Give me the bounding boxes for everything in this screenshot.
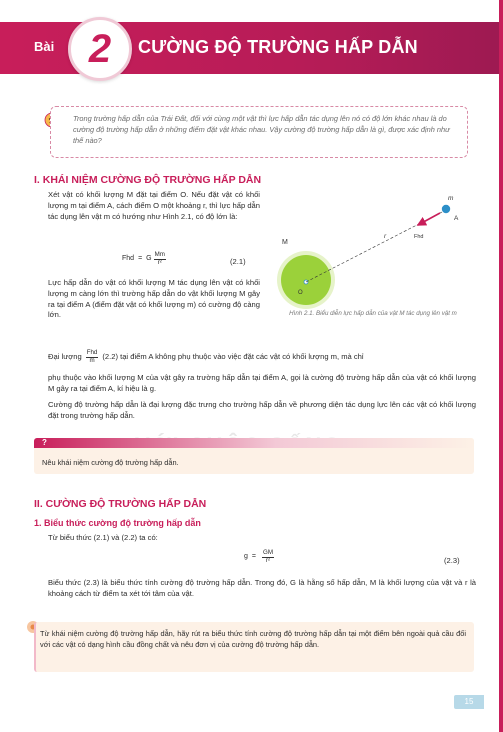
section-2-paragraph-1: Từ biểu thức (2.1) và (2.2) ta có: <box>48 533 158 542</box>
equation-number-2-1: (2.1) <box>230 257 246 266</box>
formula-2-3-numerator: GM <box>263 549 273 556</box>
section-2-title: II. CƯỜNG ĐỘ TRƯỜNG HẤP DẪN <box>34 498 207 510</box>
p3-fraction-numerator: Fhd <box>86 349 98 356</box>
chapter-title: CƯỜNG ĐỘ TRƯỜNG HẤP DẪN <box>138 37 418 57</box>
lesson-label: Bài <box>34 39 55 54</box>
figure-caption: Hình 2.1. Biểu diễn lực hấp dẫn của vật M tác dụng lên vật m <box>289 310 457 317</box>
page-number: 15 <box>454 695 484 709</box>
formula-constant: G <box>146 255 152 263</box>
activity-text: Từ khái niệm cường độ trường hấp dẫn, hãy rút ra biểu thức tính cường độ trường hấp dẫn tại một điểm bên ngoài quả cầu đối với các vật có dạng hình cầu đồng chất và nêu đơn vị của cường độ trường hấp dẫn. <box>40 629 466 650</box>
p3-suffix: (2.2) tại điểm A không phụ thuộc vào việc đặt các vật có khối lượng m, mà chỉ <box>102 351 364 361</box>
mass-m <box>442 205 450 213</box>
formula-2-3-fraction <box>262 550 274 565</box>
formula-denominator: r² <box>157 258 162 266</box>
label-M: M <box>282 239 288 246</box>
section-1-paragraph-2: Lực hấp dẫn do vật có khối lượng M tác dụng lên vật có khối lượng m càng lớn thì trường hấp dẫn do vật khối lượng M gây ra tại điểm A (điểm đặt vật có khối lượng m) có cường độ càng lớn. <box>48 278 260 320</box>
question-box-header <box>34 438 474 448</box>
formula-numerator: Mm <box>154 251 165 258</box>
label-A: A <box>454 215 459 222</box>
section-2-subtitle: 1. Biểu thức cường độ trường hấp dẫn <box>34 518 201 528</box>
equals-sign: = <box>251 553 256 561</box>
label-force: Fhd <box>414 234 424 240</box>
section-1-paragraph-4: Cường độ trường hấp dẫn là đại lượng đặc trưng cho trường hấp dẫn về phương diện tác dụng lực lên các vật có khối lượng đặt trong trường hấp dẫn. <box>48 400 476 420</box>
intro-text: Trong trường hấp dẫn của Trái Đất, đối với cùng một vật thì lực hấp dẫn tác dụng lên nó có độ lớn khác nhau là do cường độ trường hấp dẫn ở những điểm đặt vật khác nhau. Vậy cường độ trường hấp dẫn là gì, được xác định như thế nào? <box>73 114 450 146</box>
formula-fraction <box>154 252 166 267</box>
p3-fraction-denominator: m <box>89 356 95 364</box>
formula-2-3 <box>244 550 276 565</box>
section-1-paragraph-3-line-2: phụ thuộc vào khối lượng M của vật gây ra trường hấp dẫn tại điểm A, gọi là cường độ trường hấp dẫn của vật có khối lượng M gây ra tại điểm A, kí hiệu là g. <box>48 373 476 393</box>
section-2-paragraph-2: Biểu thức (2.3) là biểu thức tính cường độ trường hấp dẫn. Trong đó, G là hằng số hấp dẫn, M là khối lượng của vật và r là khoảng cách từ điểm ta xét tới tâm của vật. <box>48 578 476 598</box>
p3-fraction <box>86 350 99 365</box>
label-O: O <box>298 290 303 296</box>
lesson-number: 2 <box>88 26 112 71</box>
label-r: r <box>384 233 387 240</box>
chapter-banner <box>0 0 503 100</box>
formula-2-3-denominator: r² <box>265 556 271 564</box>
intro-box <box>50 106 468 158</box>
figure-gravity-diagram <box>268 196 478 326</box>
question-text: Nêu khái niệm cường độ trường hấp dẫn. <box>42 458 179 467</box>
section-1-paragraph-3-line-1 <box>48 350 476 365</box>
page-edge-strip <box>499 0 503 732</box>
label-m: m <box>448 196 454 202</box>
formula-2-1 <box>122 252 168 267</box>
section-1-title: I. KHÁI NIỆM CƯỜNG ĐỘ TRƯỜNG HẤP DẪN <box>34 174 262 186</box>
lesson-number-badge <box>68 17 132 81</box>
formula-lhs: Fhd <box>122 255 135 263</box>
section-1-paragraph-1: Xét vật có khối lượng M đặt tại điểm O. Nếu đặt vật có khối lượng m tại điểm A, cách điểm O một khoảng r, thì lực hấp dẫn tác dụng lên vật m có hướng như Hình 2.1, có độ lớn là: <box>48 190 260 221</box>
p3-prefix: Đại lượng <box>48 351 82 361</box>
formula-2-3-lhs: g <box>244 553 248 561</box>
question-mark-icon: ? <box>42 438 47 447</box>
equation-number-2-3: (2.3) <box>444 556 460 565</box>
equals-sign: = <box>138 255 143 263</box>
force-vector-arrow <box>418 213 440 225</box>
